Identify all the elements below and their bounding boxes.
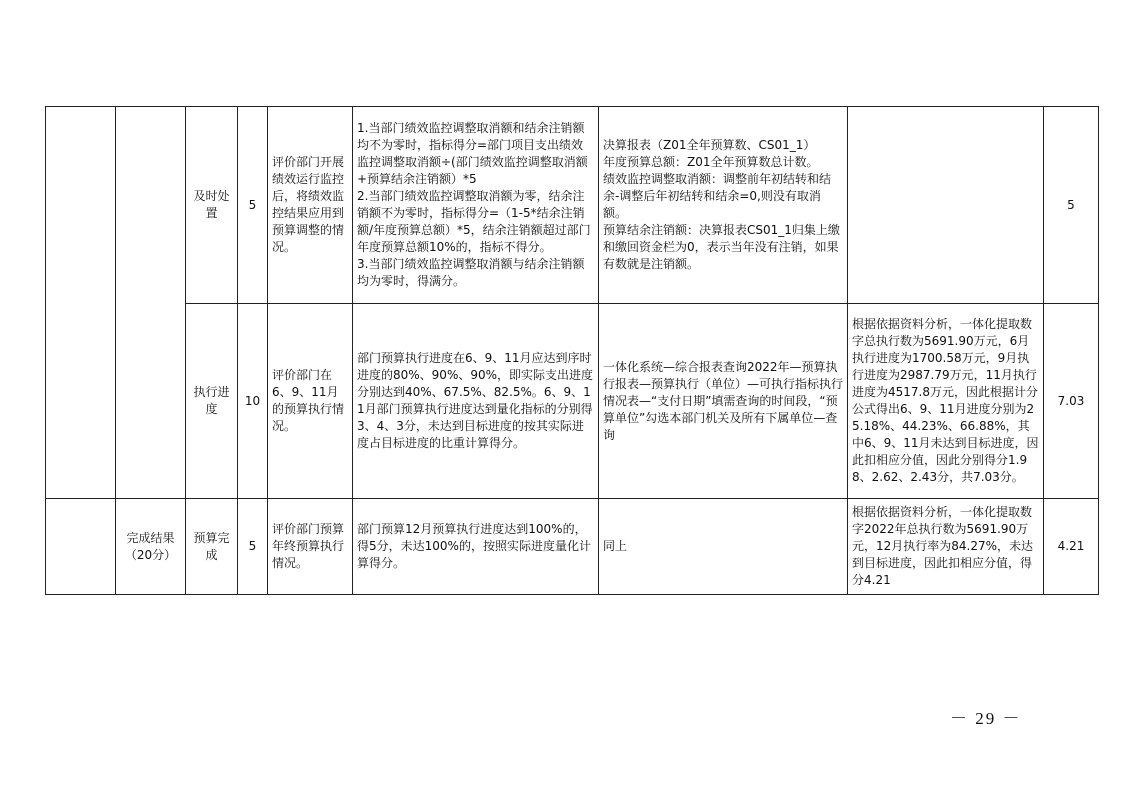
indicator-cell: 预算完成 bbox=[186, 499, 238, 595]
score-cell: 5 bbox=[238, 499, 268, 595]
table-row bbox=[46, 304, 1099, 499]
final-score-cell: 4.21 bbox=[1044, 499, 1099, 595]
description-cell: 评价部门在6、9、11月的预算执行情况。 bbox=[268, 304, 353, 499]
section-cell: 完成结果（20分） bbox=[116, 499, 186, 595]
criteria-cell: 部门预算执行进度在6、9、11月应达到序时进度的80%、90%、90%，即实际支出进度分别达到40%、67.5%、82.5%。6、9、11月部门预算执行进度达到量化指标的分别得3、4、3分，未达到目标进度的按其实际进度占目标进度的比重计算得分。 bbox=[353, 304, 599, 499]
final-score-cell: 5 bbox=[1044, 107, 1099, 304]
table-row bbox=[46, 499, 1099, 595]
outer-blank-cell bbox=[46, 499, 116, 595]
section-cell bbox=[116, 107, 186, 499]
indicator-cell: 执行进度 bbox=[186, 304, 238, 499]
outer-blank-cell bbox=[46, 107, 116, 499]
analysis-cell: 根据依据资料分析，一体化提取数字总执行数为5691.90万元，6月执行进度为1700.58万元，9月执行进度为2987.79万元，11月执行进度为4517.8万元，因此根据计分公式得出6、9、11月进度分别为25.18%、44.23%、66.88%，其中6、9、11月未达到目标进度，因此扣相应分值，因此分别得分1.98、2.62、2.43分，共7.03分。 bbox=[848, 304, 1044, 499]
score-cell: 10 bbox=[238, 304, 268, 499]
analysis-cell bbox=[848, 107, 1044, 304]
criteria-cell: 部门预算12月预算执行进度达到100%的，得5分，未达100%的，按照实际进度量化计算得分。 bbox=[353, 499, 599, 595]
criteria-cell: 1.当部门绩效监控调整取消额和结余注销额均不为零时，指标得分=部门项目支出绩效监控调整取消额÷(部门绩效监控调整取消额+预算结余注销额）*5 2.当部门绩效监控调整取消额为零，结余注销额不为零时，指标得分=（1-5*结余注销额/年度预算总额）*5，结余注销额超过部门年度预算总额10%的，指标不得分。 3.当部门绩效监控调整取消额与结余注销额均为零时，得满分。 bbox=[353, 107, 599, 304]
score-cell: 5 bbox=[238, 107, 268, 304]
analysis-cell: 根据依据资料分析，一体化提取数字2022年总执行数为5691.90万元，12月执行率为84.27%，未达到目标进度，因此扣相应分值，得分4.21 bbox=[848, 499, 1044, 595]
source-cell: 同上 bbox=[599, 499, 848, 595]
source-cell: 一体化系统—综合报表查询2022年—预算执行报表—预算执行（单位）—可执行指标执行情况表—“支付日期”填需查询的时间段，“预算单位”勾选本部门机关及所有下属单位—查询 bbox=[599, 304, 848, 499]
final-score-cell: 7.03 bbox=[1044, 304, 1099, 499]
evaluation-table bbox=[45, 106, 1099, 595]
indicator-cell: 及时处置 bbox=[186, 107, 238, 304]
description-cell: 评价部门开展绩效运行监控后，将绩效监控结果应用到预算调整的情况。 bbox=[268, 107, 353, 304]
page-number: － 29 － bbox=[950, 709, 1022, 728]
source-cell: 决算报表（Z01全年预算数、CS01_1） 年度预算总额：Z01全年预算数总计数。 绩效监控调整取消额：调整前年初结转和结余-调整后年初结转和结余=0,则没有取消额。 预算结余注销额：决算报表CS01_1归集上缴和缴回资金栏为0，表示当年没有注销，如果有数就是注销额。 bbox=[599, 107, 848, 304]
table-row bbox=[46, 107, 1099, 304]
description-cell: 评价部门预算年终预算执行情况。 bbox=[268, 499, 353, 595]
